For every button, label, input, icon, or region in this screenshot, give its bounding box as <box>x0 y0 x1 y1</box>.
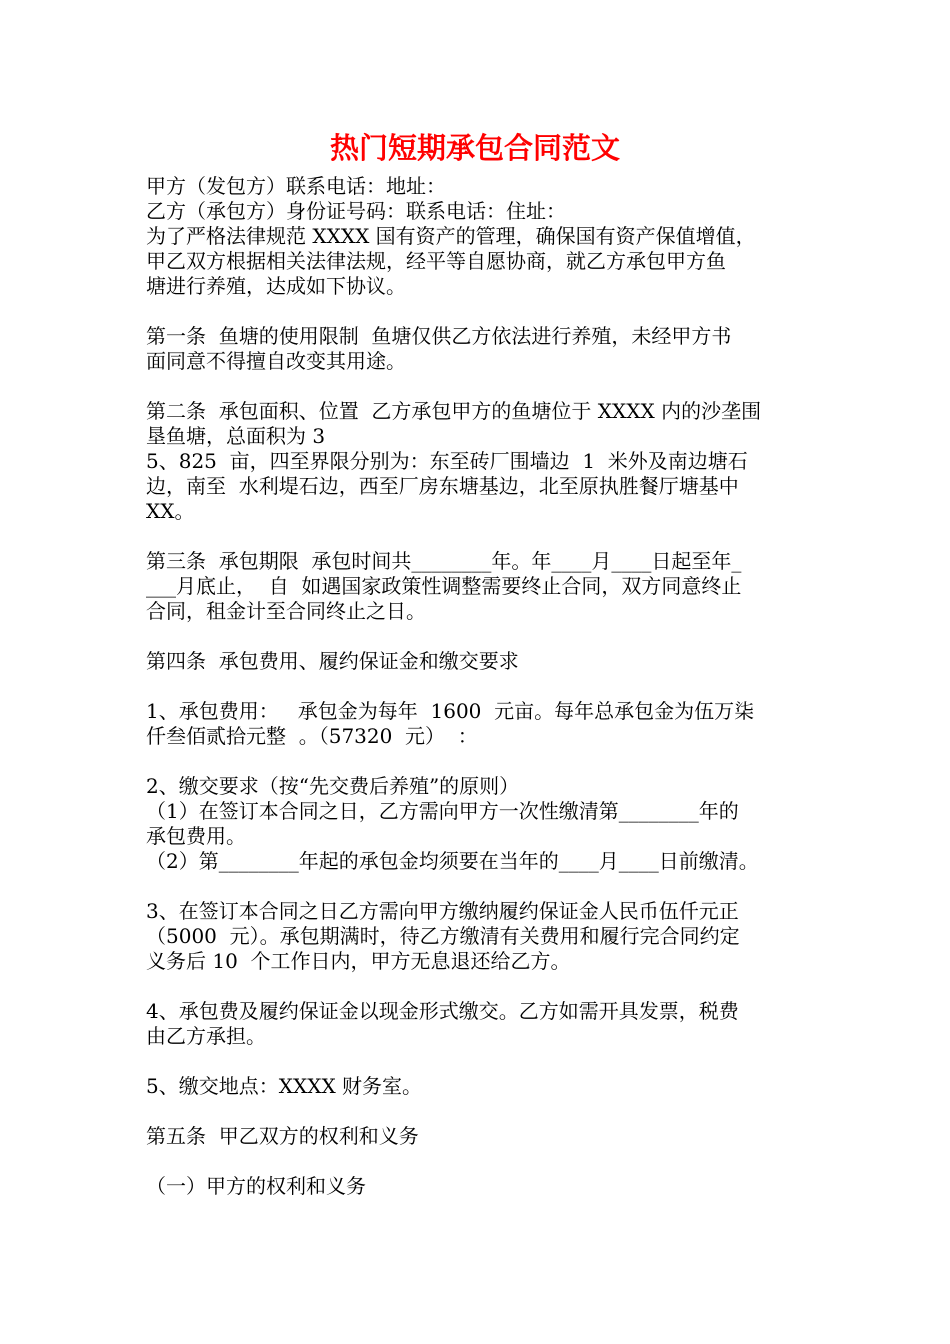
preamble-line: 为了严格法律规范 XXXX 国有资产的管理，确保国有资产保值增值， <box>146 224 756 248</box>
paragraph-gap <box>146 674 826 699</box>
deposit-clause-line: 3、在签订本合同之日乙方需向甲方缴纳履约保证金人民币伍仟元正 <box>146 899 739 923</box>
cash-payment-line: 4、承包费及履约保证金以现金形式缴交。乙方如需开具发票，税费 <box>146 999 739 1023</box>
paragraph-gap <box>146 974 826 999</box>
article-2-line: 边，南至 水利堤石边，西至厂房东塘基边，北至原执胜餐厅塘基中 <box>146 474 739 498</box>
paragraph-gap <box>146 299 826 324</box>
deposit-clause-line: （5000 元）。承包期满时，待乙方缴清有关费用和履行完合同约定 <box>146 924 740 948</box>
paragraph-gap <box>146 374 826 399</box>
party-a-line: 甲方（发包方）联系电话：地址： <box>146 174 446 198</box>
paragraph-gap <box>146 1049 826 1074</box>
article-4-heading: 第四条 承包费用、履约保证金和缴交要求 <box>146 649 519 673</box>
article-3-line: ___月底止， 自 如遇国家政策性调整需要终止合同，双方同意终止 <box>146 574 742 598</box>
article-2-line: 垦鱼塘，总面积为 3 <box>146 424 326 448</box>
payment-location-line: 5、缴交地点：XXXX 财务室。 <box>146 1074 423 1098</box>
article-2-line: XX。 <box>146 499 195 523</box>
fee-clause-line: 1、承包费用： 承包金为每年 1600 元亩。每年总承包金为伍万柒 <box>146 699 755 723</box>
paragraph-gap <box>146 874 826 899</box>
preamble-line: 甲乙双方根据相关法律法规，经平等自愿协商，就乙方承包甲方鱼 <box>146 249 726 273</box>
article-2-line: 第二条 承包面积、位置 乙方承包甲方的鱼塘位于 XXXX 内的沙垄围 <box>146 399 762 423</box>
document-title: 热门短期承包合同范文 <box>329 131 620 165</box>
paragraph-gap <box>146 749 826 774</box>
payment-requirement-line: （2）第________年起的承包金均须要在当年的____月____日前缴清。 <box>146 849 759 873</box>
article-1-line: 第一条 鱼塘的使用限制 鱼塘仅供乙方依法进行养殖，未经甲方书 <box>146 324 732 348</box>
payment-requirement-line: （1）在签订本合同之日，乙方需向甲方一次性缴清第________年的 <box>146 799 739 823</box>
deposit-clause-line: 义务后 10 个工作日内，甲方无息退还给乙方。 <box>146 949 571 973</box>
paragraph-gap <box>146 1149 826 1174</box>
paragraph-gap <box>146 1099 826 1124</box>
preamble-line: 塘进行养殖，达成如下协议。 <box>146 274 406 298</box>
fee-clause-line: 仟叁佰贰拾元整 。（57320 元） ： <box>146 724 478 748</box>
article-2-line: 5、825 亩，四至界限分别为：东至砖厂围墙边 1 米外及南边塘石 <box>146 449 748 473</box>
article-3-line: 第三条 承包期限 承包时间共________年。年____月____日起至年_ <box>146 549 742 573</box>
article-5-heading: 第五条 甲乙双方的权利和义务 <box>146 1124 419 1148</box>
cash-payment-line: 由乙方承担。 <box>146 1024 266 1048</box>
payment-requirement-line: 承包费用。 <box>146 824 246 848</box>
paragraph-gap <box>146 524 826 549</box>
paragraph-gap <box>146 624 826 649</box>
article-3-line: 合同，租金计至合同终止之日。 <box>146 599 426 623</box>
payment-requirement-line: 2、缴交要求（按“先交费后养殖”的原则） <box>146 774 520 798</box>
party-b-line: 乙方（承包方）身份证号码：联系电话：住址： <box>146 199 566 223</box>
article-1-line: 面同意不得擅自改变其用途。 <box>146 349 406 373</box>
document-body <box>146 174 826 1199</box>
party-a-rights-heading: （一）甲方的权利和义务 <box>146 1174 366 1198</box>
